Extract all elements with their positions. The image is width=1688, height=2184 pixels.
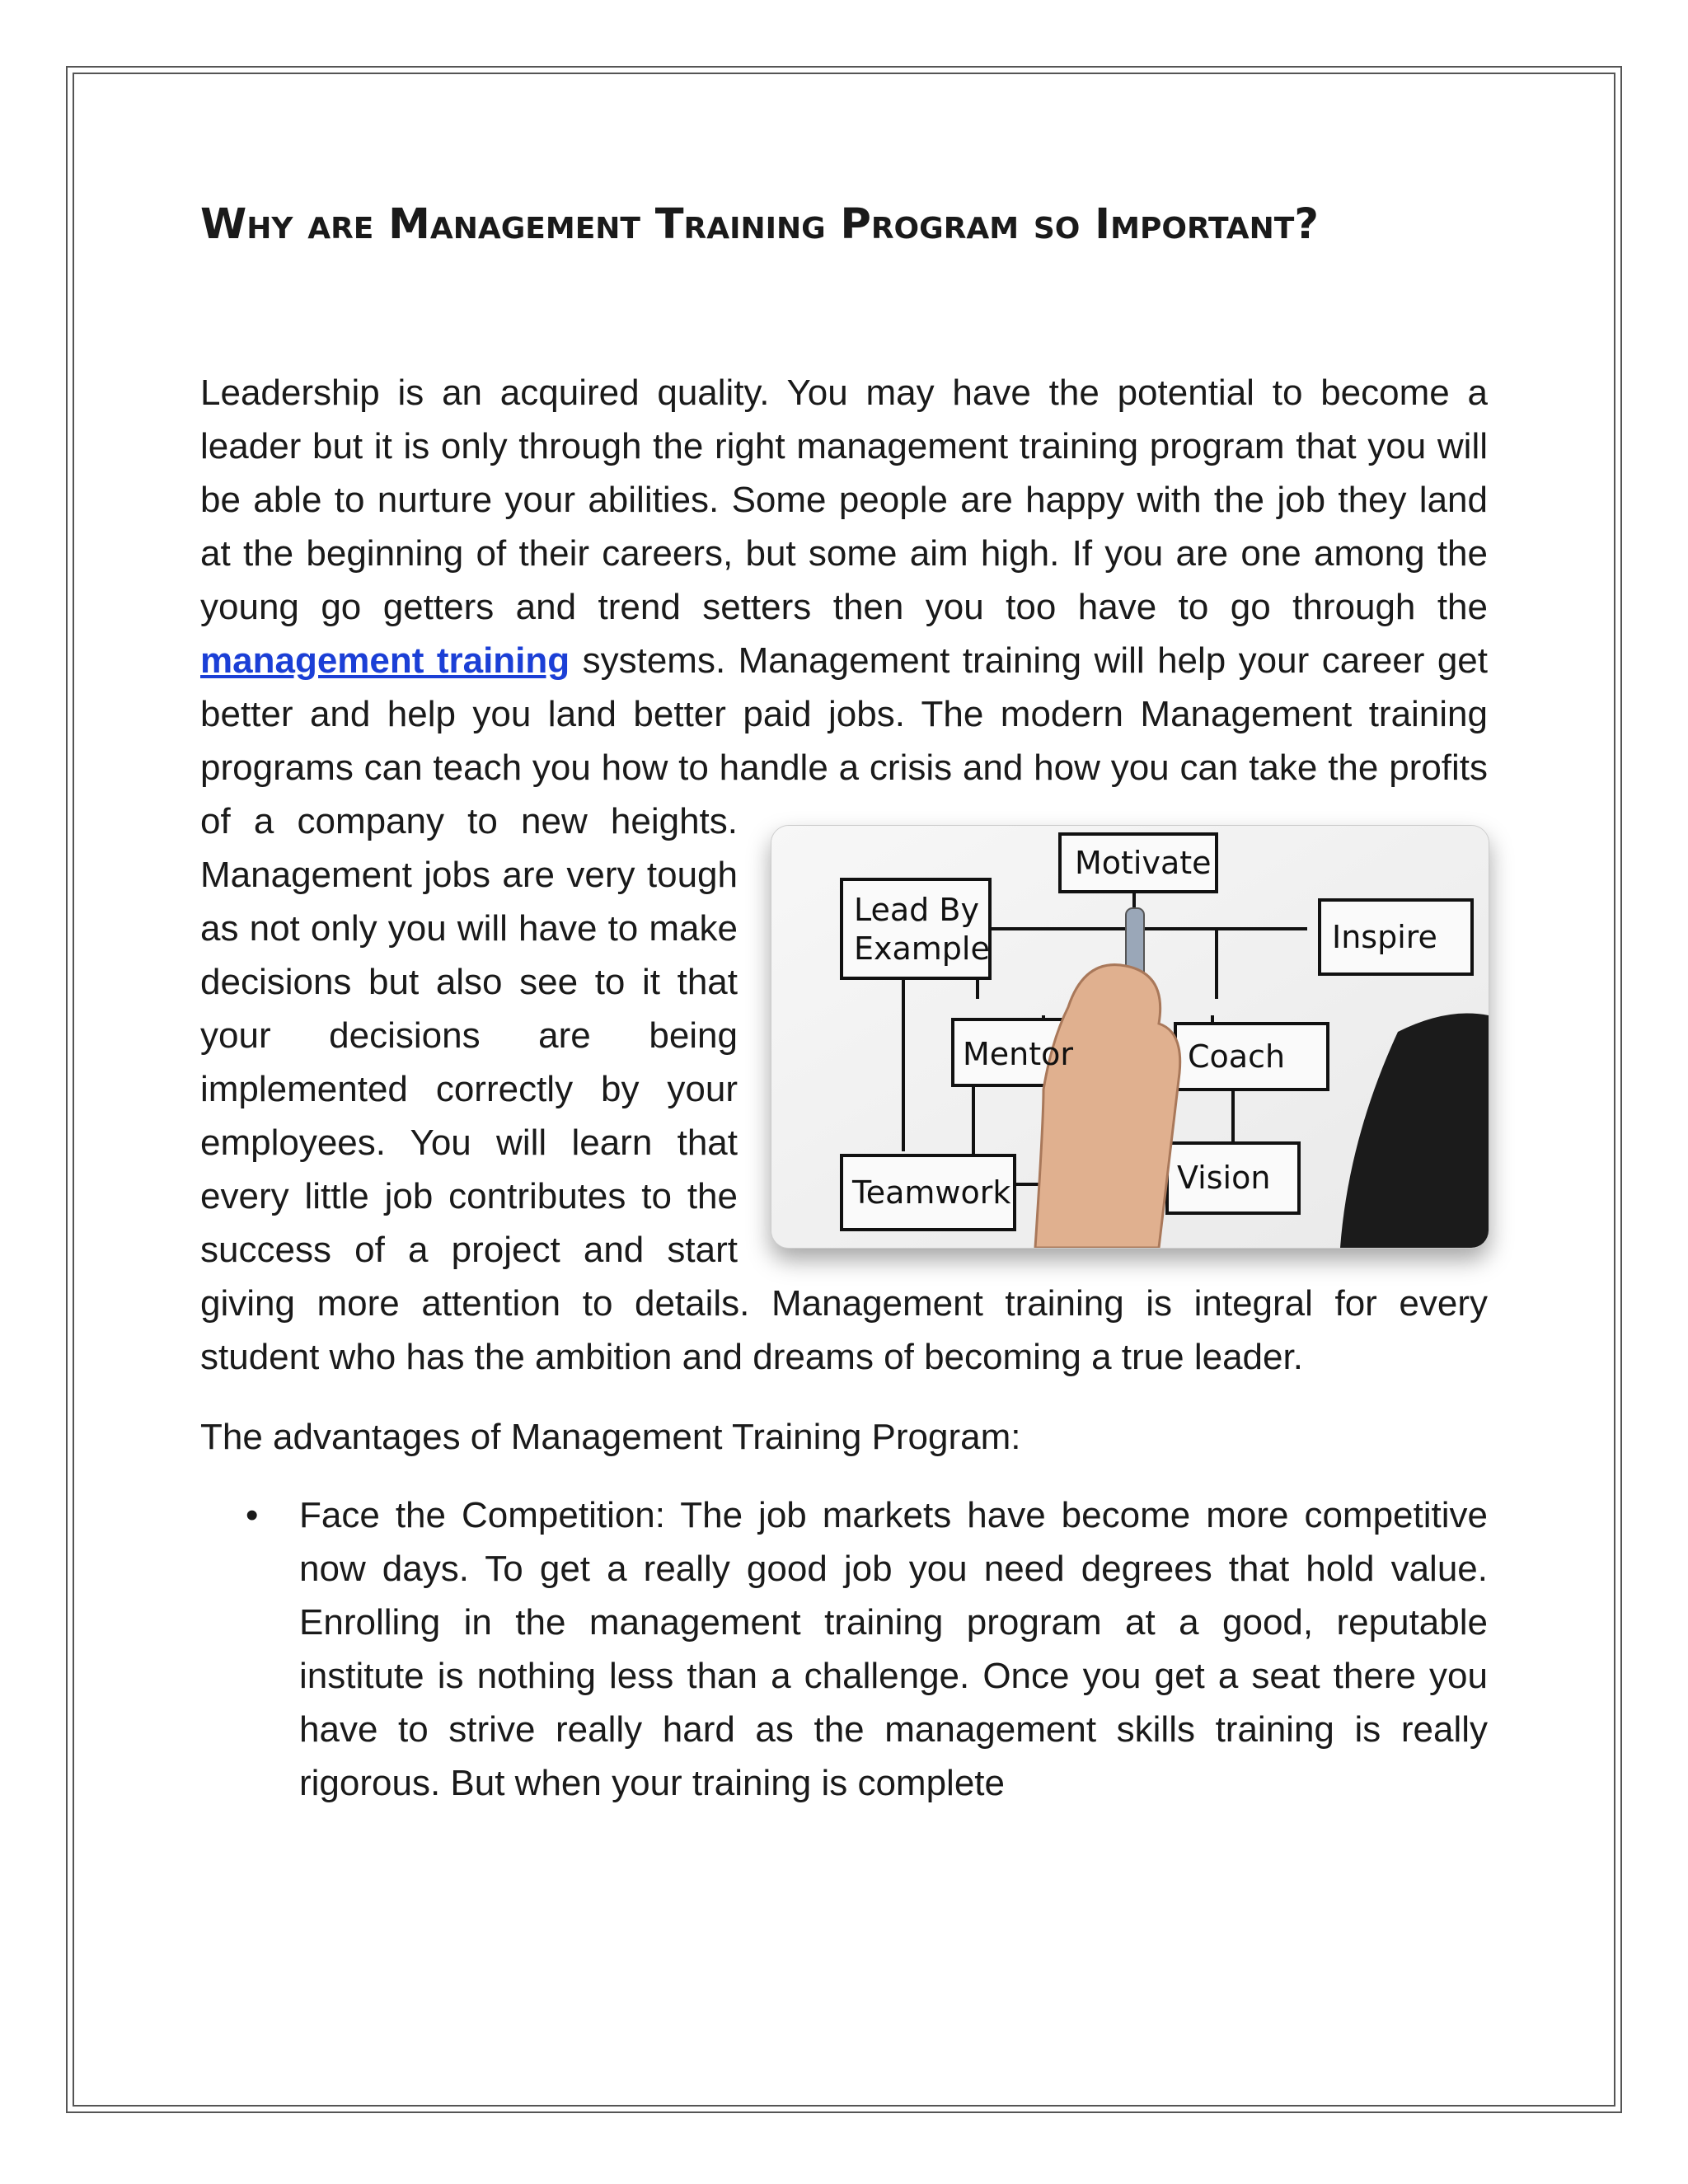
diagram-photo xyxy=(771,825,1489,1249)
mentor-label: Mentor xyxy=(963,1036,1074,1072)
example-label: Example xyxy=(854,930,990,967)
advantages-list xyxy=(200,1488,1488,1810)
page-title: Why are Management Training Program so Important? xyxy=(200,200,1319,249)
teamwork-label: Teamwork xyxy=(852,1174,1011,1211)
motivate-label: Motivate xyxy=(1075,845,1212,881)
intro-text-wrapped: crisis and how you can take the profits of a company to new heights. Management jobs are very tough as not only you will have to make decisions but also see to it that your decisions are being implemented correctly by your employees. You will learn that every little job contributes to the success of a project and start giving more attention to details. Management training is integral for every student who has the ambition and dreams of becoming a true leader. xyxy=(200,748,1489,1377)
inspire-label: Inspire xyxy=(1332,919,1437,955)
coach-label: Coach xyxy=(1188,1038,1286,1075)
bullet-icon: • xyxy=(246,1495,259,1535)
lead-by-label: Lead By xyxy=(854,892,979,928)
intro-paragraph xyxy=(200,366,1488,1384)
intro-text-end: systems. Management training will help your career get better and help you land better paid jobs. The modern Management training programs can teach you how to handle a xyxy=(200,640,1488,788)
management-diagram-image xyxy=(771,817,1488,1239)
document-body xyxy=(200,196,1488,1810)
vision-label: Vision xyxy=(1177,1160,1271,1196)
management-training-link[interactable]: management training xyxy=(200,640,570,681)
advantages-heading: The advantages of Management Training Program: xyxy=(200,1417,1021,1457)
list-item xyxy=(200,1488,1488,1810)
diagram-svg xyxy=(771,826,1489,1248)
list-item-text: Face the Competition: The job markets have become more competitive now days. To get a really good job you need degrees that hold value. Enrolling in the management training program at a good, reputable institute is nothing less than a challenge. Once you get a seat there you have to strive really hard as the management skills training is really rigorous. But when your training is complete xyxy=(299,1495,1488,1803)
intro-text-start: Leadership is an acquired quality. You may have the potential to become a leader but it is only through the right management training program that you will be able to nurture your abilities. Some people are happy with the job they land at the beginning of their careers, but some aim high. If you are one among the young go getters and trend setters then you too have to go through the xyxy=(200,373,1488,627)
